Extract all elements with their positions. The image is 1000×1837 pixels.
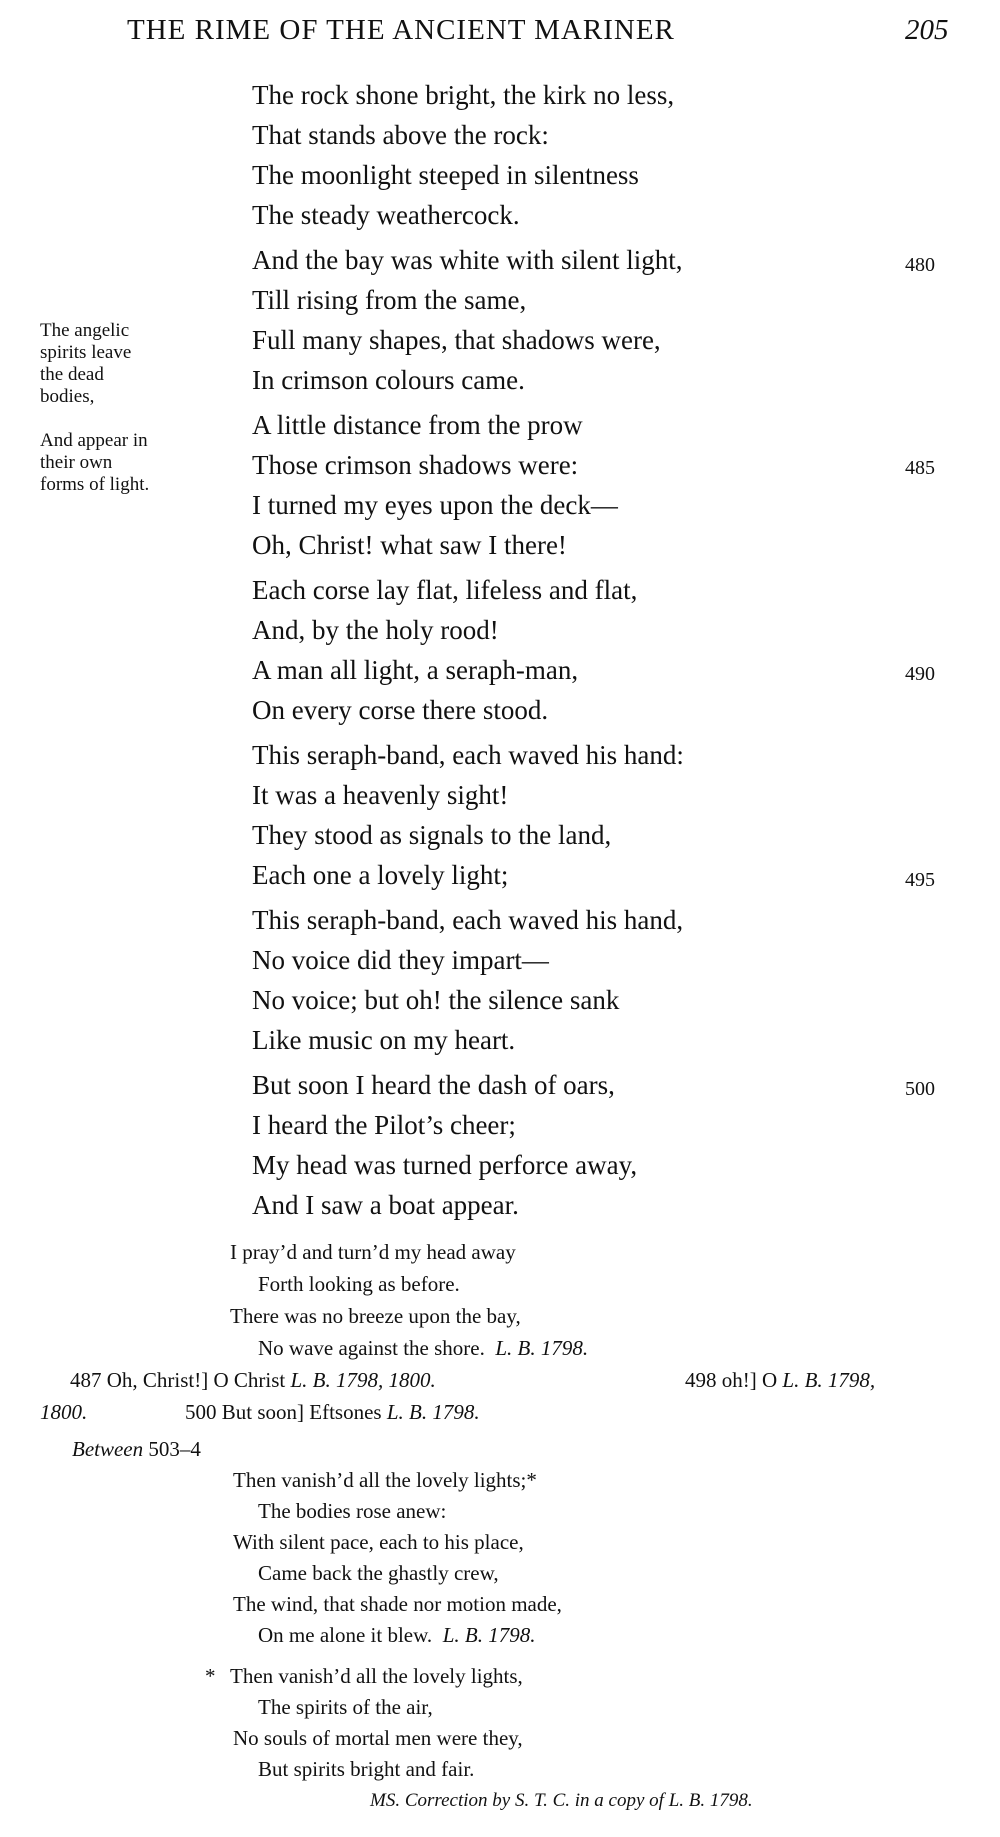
note-487: 487 Oh, Christ!] O Christ L. B. 1798, 1800. <box>70 1368 436 1392</box>
star-line: The spirits of the air, <box>258 1695 433 1719</box>
source-citation: L. B. 1798, 1800. <box>290 1368 436 1392</box>
source-citation: L. B. 1798. <box>442 1623 536 1647</box>
poem-line: No voice; but oh! the silence sank <box>252 985 620 1015</box>
poem-line: The steady weathercock. <box>252 200 520 230</box>
poem-line: A little distance from the prow <box>252 410 583 440</box>
ms-correction-note: MS. Correction by S. T. C. in a copy of L. B. 1798. <box>370 1790 753 1811</box>
poem-line: On every corse there stood. <box>252 695 549 725</box>
gloss-line: the dead <box>40 364 104 385</box>
variant-line: There was no breeze upon the bay, <box>230 1304 521 1328</box>
poem-line: I turned my eyes upon the deck— <box>252 490 618 520</box>
variant-line: I pray’d and turn’d my head away <box>230 1240 516 1264</box>
star-line: But spirits bright and fair. <box>258 1757 475 1781</box>
gloss-line: The angelic <box>40 320 130 341</box>
between-line: The bodies rose anew: <box>258 1499 447 1523</box>
page-number: 205 <box>905 14 949 46</box>
poem-line: Like music on my heart. <box>252 1025 516 1055</box>
poem-line: Till rising from the same, <box>252 285 527 315</box>
between-line: The wind, that shade nor motion made, <box>233 1592 562 1616</box>
poem-line: No voice did they impart— <box>252 945 549 975</box>
source-citation: L. B. 1798. <box>495 1336 589 1360</box>
source-citation: L. B. 1798. <box>386 1400 480 1424</box>
between-label: Between 503–4 <box>72 1437 201 1461</box>
line-number: 490 <box>905 663 935 685</box>
poem-line: That stands above the rock: <box>252 120 549 150</box>
poem-line: This seraph-band, each waved his hand, <box>252 905 684 935</box>
line-number: 480 <box>905 254 935 276</box>
poem-line: The moonlight steeped in silentness <box>252 160 639 190</box>
poem-line: In crimson colours came. <box>252 365 525 395</box>
between-line: Then vanish’d all the lovely lights;* <box>233 1468 537 1492</box>
gloss-line: forms of light. <box>40 474 150 495</box>
between-line: Came back the ghastly crew, <box>258 1561 499 1585</box>
poem-line: And I saw a boat appear. <box>252 1190 519 1220</box>
poem-line: And, by the holy rood! <box>252 615 499 645</box>
line-number: 500 <box>905 1078 935 1100</box>
gloss-line: spirits leave <box>40 342 132 363</box>
poem-line: Full many shapes, that shadows were, <box>252 325 661 355</box>
gloss-line: their own <box>40 452 113 473</box>
poem-line: Those crimson shadows were: <box>252 450 579 480</box>
star-line: No souls of mortal men were they, <box>233 1726 523 1750</box>
between-line-with-source <box>258 1623 535 1648</box>
between-line: With silent pace, each to his place, <box>233 1530 524 1554</box>
poem-line: And the bay was white with silent light, <box>252 245 683 275</box>
note-500: 500 But soon] Eftsones L. B. 1798. <box>185 1400 480 1424</box>
poem-line: I heard the Pilot’s cheer; <box>252 1110 516 1140</box>
running-title: THE RIME OF THE ANCIENT MARINER <box>127 14 675 46</box>
line-number: 485 <box>905 457 935 479</box>
note-498: 498 oh!] O L. B. 1798, <box>685 1368 876 1392</box>
poem-line: This seraph-band, each waved his hand: <box>252 740 684 770</box>
poem-line: Oh, Christ! what saw I there! <box>252 530 567 560</box>
between-line: On me alone it blew. <box>258 1623 433 1647</box>
note-498-continued: 1800. <box>40 1400 88 1424</box>
star-line: Then vanish’d all the lovely lights, <box>230 1664 523 1688</box>
poem-line: They stood as signals to the land, <box>252 820 612 850</box>
source-citation: L. B. 1798, <box>782 1368 876 1392</box>
asterisk-mark: * <box>205 1664 216 1688</box>
poem-line: Each corse lay flat, lifeless and flat, <box>252 575 638 605</box>
poem-line: Each one a lovely light; <box>252 860 509 890</box>
variant-line: Forth looking as before. <box>258 1272 460 1296</box>
gloss-line: bodies, <box>40 386 95 407</box>
line-number: 495 <box>905 869 935 891</box>
poem-line: My head was turned perforce away, <box>252 1150 638 1180</box>
poem-line: The rock shone bright, the kirk no less, <box>252 80 675 110</box>
poem-line: A man all light, a seraph-man, <box>252 655 579 685</box>
poem-line: But soon I heard the dash of oars, <box>252 1070 615 1100</box>
gloss-line: And appear in <box>40 430 148 451</box>
variant-line-with-source <box>258 1336 588 1361</box>
variant-line: No wave against the shore. <box>258 1336 485 1360</box>
poem-line: It was a heavenly sight! <box>252 780 509 810</box>
